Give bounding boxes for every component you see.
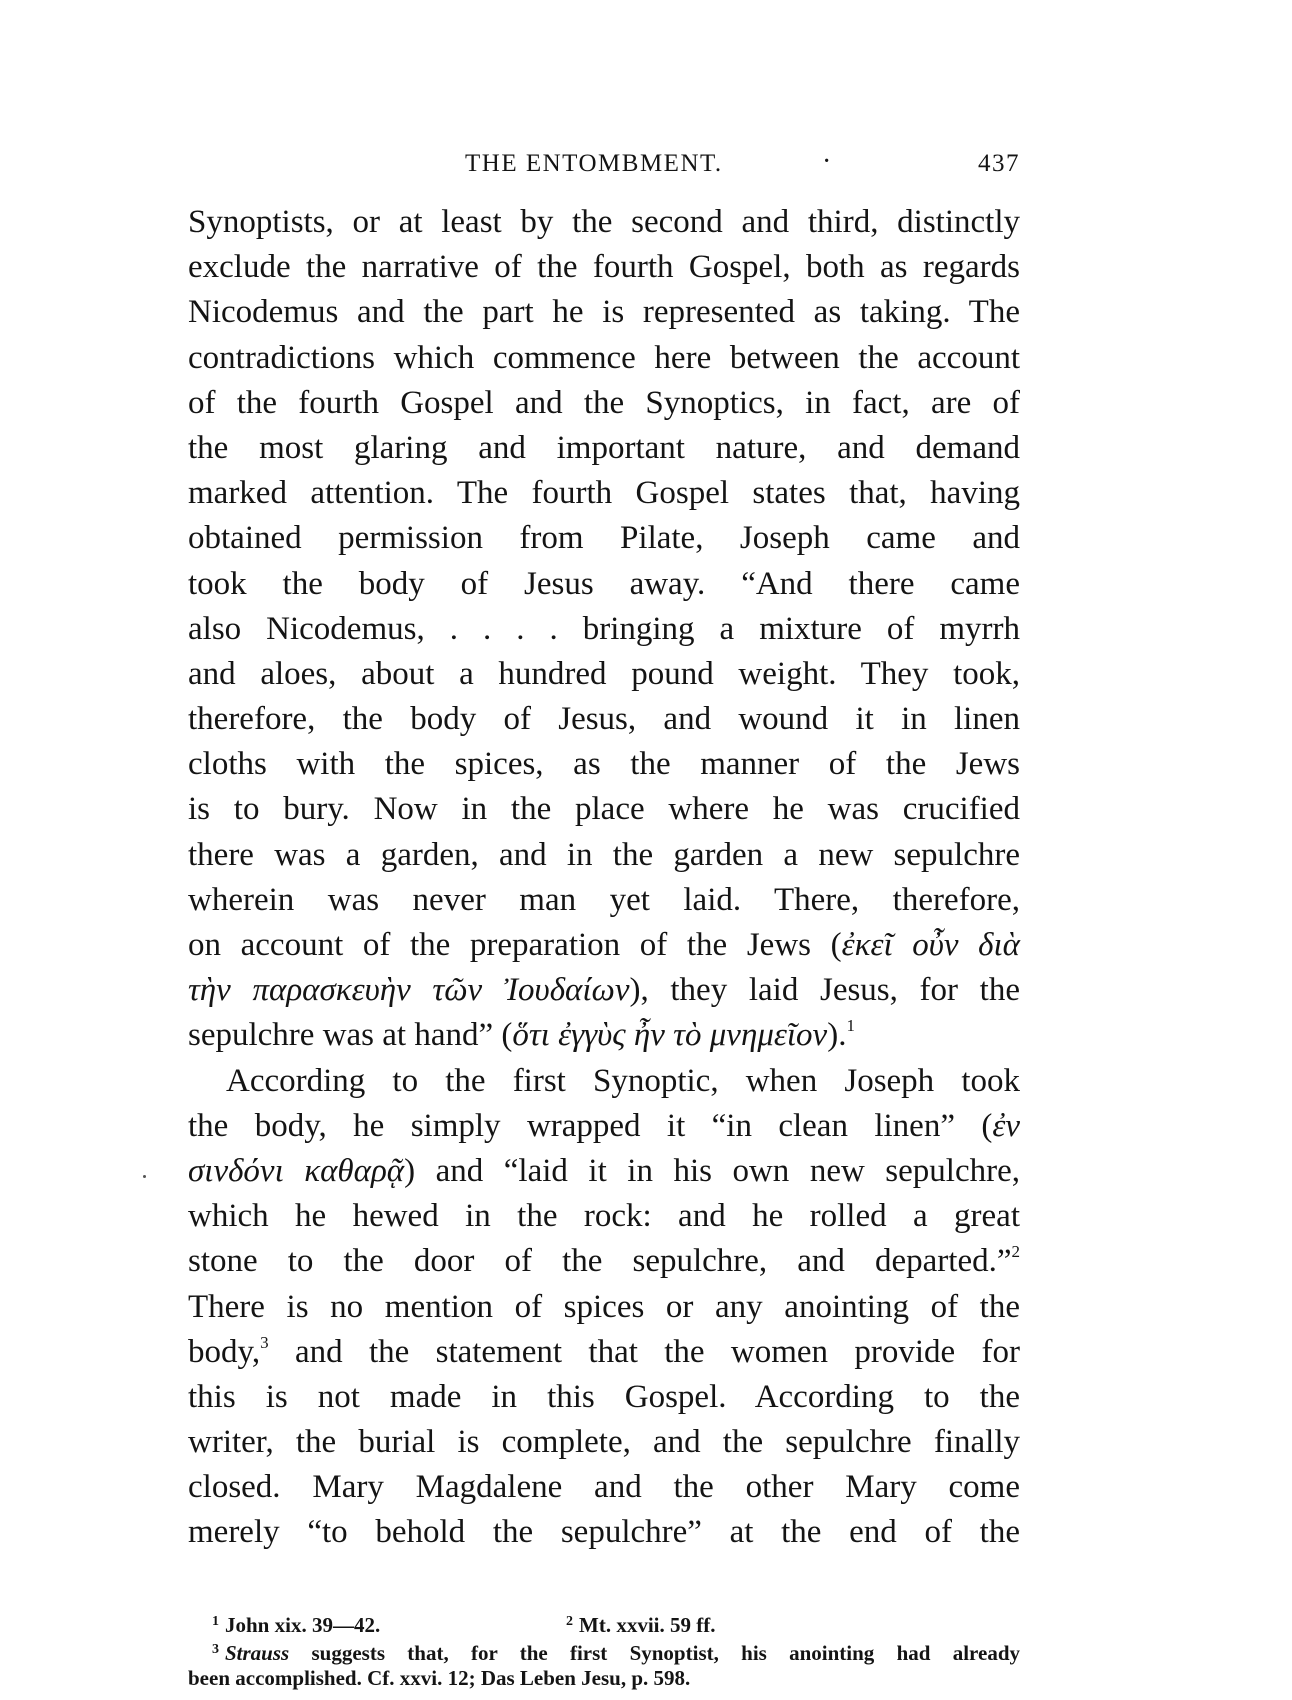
line-text: body, [188, 1333, 261, 1370]
text-line: of the fourth Gospel and the Synoptics, in fact, are of [188, 384, 1020, 421]
margin-mark [143, 1175, 146, 1178]
greek-quote: ἐν [992, 1107, 1020, 1144]
footnote-number: 2 [566, 1614, 573, 1629]
footnote-3-continued: been accomplished. Cf. xxvi. 12; Das Leben Jesu, p. 598. [188, 1666, 691, 1690]
body-text [188, 200, 1020, 1556]
text-line: Synoptists, or at least by the second and third, distinctly [188, 204, 1020, 240]
text-line: marked attention. The fourth Gospel states that, having [188, 475, 1020, 512]
text-line [188, 1013, 1020, 1058]
text-line [188, 1239, 1020, 1284]
text-line: closed. Mary Magdalene and the other Mary come [188, 1469, 1020, 1506]
footnote-1 [212, 1608, 380, 1639]
footnote-text: Mt. xxvii. 59 ff. [579, 1613, 716, 1637]
text-line: this is not made in this Gospel. According to the [188, 1378, 1020, 1415]
text-line: there was a garden, and in the garden a new sepulchre [188, 836, 1020, 873]
text-line: also Nicodemus, . . . . bringing a mixture of myrrh [188, 610, 1020, 647]
text-line [188, 1330, 1020, 1375]
text-line: the most glaring and important nature, and demand [188, 429, 1020, 466]
page-header [190, 146, 1020, 190]
text-line: writer, the burial is complete, and the sepulchre finally [188, 1424, 1020, 1461]
text-line: wherein was never man yet laid. There, therefore, [188, 881, 1020, 918]
footnote-text: John xix. 39—42. [225, 1613, 381, 1637]
greek-quote: ὅτι ἐγγὺς ἦν τὸ μνημεῖον [512, 1017, 828, 1054]
text-line: merely “to behold the sepulchre” at the end of the [188, 1514, 1020, 1551]
greek-quote: τὴν παρασκευὴν τῶν Ἰουδαίων [188, 972, 630, 1009]
greek-quote: ἐκεῖ οὖν διὰ [841, 927, 1020, 963]
line-text: the body, he simply wrapped it “in clean linen” ( [188, 1107, 993, 1144]
footnote-ref: 2 [1011, 1242, 1020, 1262]
text-line: took the body of Jesus away. “And there came [188, 565, 1020, 602]
line-text: ) and “laid it in his own new sepulchre, [404, 1152, 1020, 1189]
line-text: and the statement that the women provide for [268, 1333, 1020, 1370]
text-line: According to the first Synoptic, when Joseph took [226, 1062, 1020, 1099]
text-line: obtained permission from Pilate, Joseph came and [188, 520, 1020, 557]
footnote-ref: 1 [846, 1016, 855, 1036]
text-line: is to bury. Now in the place where he was crucified [188, 791, 1020, 828]
line-text: ). [827, 1017, 847, 1054]
footnote-3 [188, 1636, 1020, 1664]
footnote-2 [566, 1608, 715, 1639]
header-separator: · [822, 146, 833, 177]
text-line [188, 923, 1020, 968]
text-line [188, 1104, 1020, 1149]
footnote-text: suggests that, for the first Synoptist, his anointing had already [289, 1641, 1020, 1665]
footnote-row [188, 1608, 1020, 1636]
footnotes [188, 1608, 1020, 1692]
text-line: contradictions which commence here between the account [188, 339, 1020, 376]
line-text: on account of the preparation of the Jews ( [188, 927, 842, 963]
footnote-ref: 3 [260, 1332, 269, 1352]
footnote-number: 1 [212, 1614, 219, 1629]
greek-quote: σινδόνι καθαρᾷ [188, 1152, 405, 1189]
text-line: exclude the narrative of the fourth Gospel, both as regards [188, 249, 1020, 286]
text-line [188, 1149, 1020, 1194]
line-text: sepulchre was at hand” ( [188, 1017, 513, 1054]
footnote-author: Strauss [225, 1641, 290, 1665]
text-line: which he hewed in the rock: and he rolled a great [188, 1198, 1020, 1235]
line-text: ), they laid Jesus, for the [629, 972, 1020, 1009]
text-line: cloths with the spices, as the manner of the Jews [188, 746, 1020, 783]
text-line: Nicodemus and the part he is represented as taking. The [188, 294, 1020, 331]
text-line: There is no mention of spices or any anointing of the [188, 1288, 1020, 1325]
footnote-number: 3 [212, 1642, 219, 1657]
running-title: THE ENTOMBMENT. [465, 150, 723, 177]
page-number: 437 [978, 150, 1020, 177]
text-line: and aloes, about a hundred pound weight. They took, [188, 655, 1020, 692]
text-line [188, 968, 1020, 1013]
line-text: stone to the door of the sepulchre, and departed.” [188, 1243, 1012, 1280]
text-line: therefore, the body of Jesus, and wound it in linen [188, 701, 1020, 738]
